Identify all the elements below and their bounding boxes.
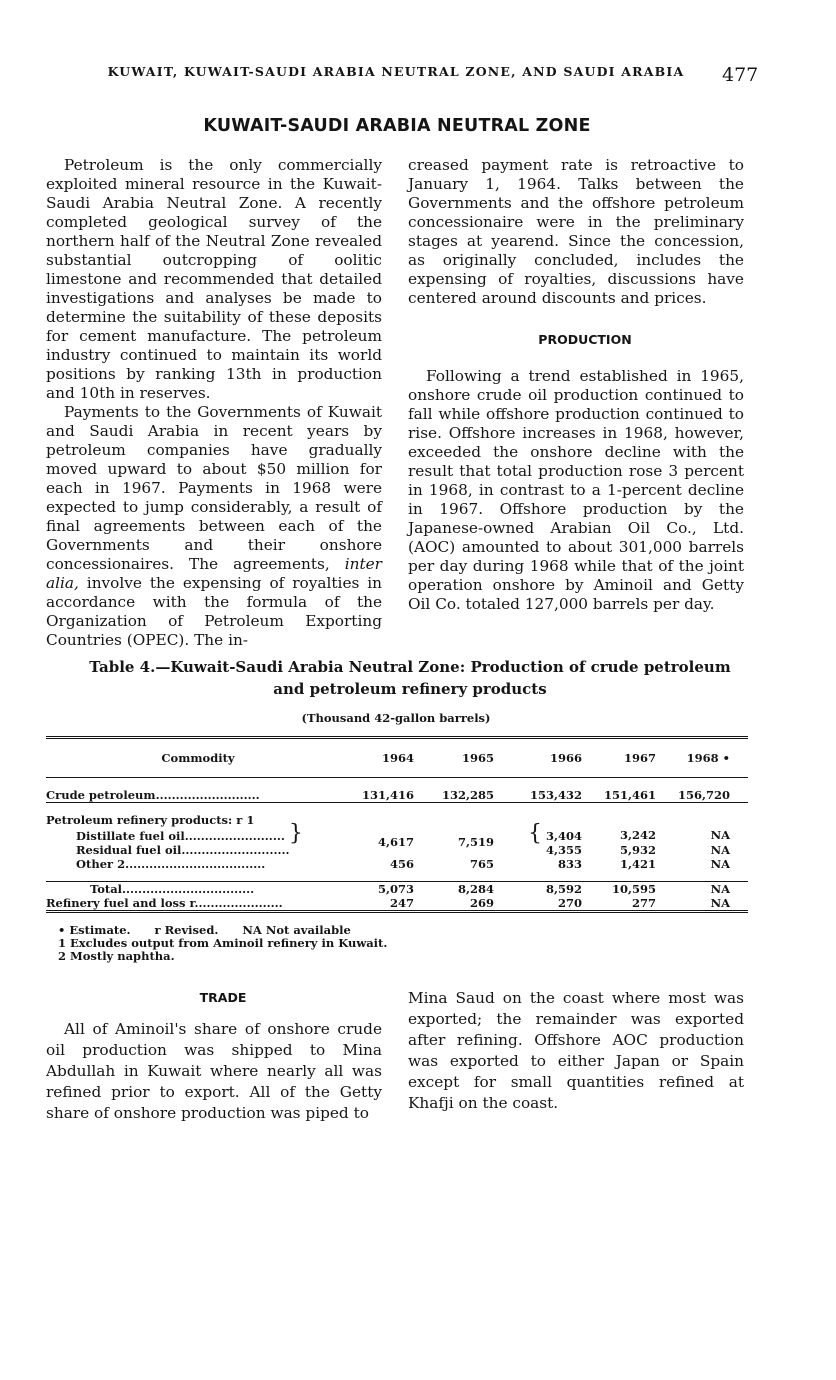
payments-italic: inter alia,	[46, 555, 382, 592]
cell-value: 3,404	[545, 829, 582, 843]
cell: 1,421	[619, 857, 656, 871]
table-row	[46, 813, 748, 827]
cell: 156,720	[677, 788, 730, 802]
row-label: Petroleum refinery products: r 1	[46, 813, 255, 827]
cell: NA	[710, 843, 730, 857]
footnote-1: 1 Excludes output from Aminoil refinery in Kuwait.	[58, 936, 388, 950]
row-label-text: Refinery fuel and loss r	[46, 896, 195, 910]
cell: 270	[512, 896, 600, 912]
header-1967: 1967	[623, 751, 656, 765]
row-label: Residual fuel oil...........................	[76, 843, 290, 857]
row-label-text: Total	[90, 882, 123, 896]
trade-heading: TRADE	[199, 990, 247, 1005]
page-number: 477	[722, 64, 759, 86]
header-1964: 1964	[381, 751, 414, 765]
brace-icon: }	[288, 821, 303, 846]
footnote-na: NA Not available	[242, 923, 351, 937]
cell: 4,355	[545, 843, 582, 857]
left-column	[46, 156, 382, 650]
cell: 277	[600, 896, 674, 912]
section-title: KUWAIT-SAUDI ARABIA NEUTRAL ZONE	[203, 116, 591, 136]
production-heading: PRODUCTION	[538, 332, 632, 347]
row-label-text: Residual fuel oil	[76, 843, 182, 857]
table-row	[46, 882, 748, 897]
cell: 151,461	[603, 788, 656, 802]
trade-paragraph: All of Aminoil's share of onshore crude oil production was shipped to Mina Abdullah in Kuwait where nearly all was refined prior to export. All of the Getty share of onshore production was piped to	[46, 1020, 382, 1122]
cell: 5,932	[619, 843, 656, 857]
header-commodity: Commodity	[161, 751, 235, 765]
row-label: Crude petroleum..........................	[46, 788, 260, 802]
table-row	[46, 857, 748, 871]
row-label: Distillate fuel oil......................... }	[76, 821, 303, 846]
cell: NA	[674, 882, 748, 897]
cell: 833	[557, 857, 582, 871]
table-title-line1: Table 4.—Kuwait-Saudi Arabia Neutral Zone: Production of crude petroleum	[89, 658, 731, 676]
cell: 153,432	[529, 788, 582, 802]
cell: 3,242	[619, 828, 656, 842]
cell: NA	[710, 857, 730, 871]
cell: NA	[674, 896, 748, 912]
trade-right-column	[408, 988, 744, 1114]
cell: 10,595	[600, 882, 674, 897]
footnote-revised: r Revised.	[154, 923, 219, 937]
table-title-line2: and petroleum refinery products	[273, 680, 547, 698]
footnote-estimate: • Estimate.	[58, 923, 131, 937]
cell: 247	[350, 896, 432, 912]
trade-continuation: Mina Saud on the coast where most was exported; the remainder was exported after refining. Offshore AOC production was exported to either Japan or Spain except for small quantities refined at Khafji on the coast.	[408, 989, 744, 1112]
production-table	[46, 736, 748, 913]
row-label-text: Distillate fuel oil	[76, 829, 185, 843]
header-1968: 1968 •	[686, 751, 730, 765]
right-column	[408, 156, 744, 614]
table-unit: (Thousand 42-gallon barrels)	[301, 711, 491, 725]
cell: 8,284	[432, 882, 512, 897]
table-row	[46, 788, 748, 803]
payments-continuation: creased payment rate is retroactive to January 1, 1964. Talks between the Governments and the offshore petroleum concessionaire were in the preliminary stages at yearend. Since the concession, as originally concluded, includes the expensing of royalties, discussions have centered around discounts and prices.	[408, 156, 744, 307]
row-label-text: Other 2	[76, 857, 126, 871]
payments-text-b: involve the expensing of royalties in accordance with the formula of the Organization of Petroleum Exporting Countries (OPEC). The in-	[46, 574, 382, 649]
cell: 269	[432, 896, 512, 912]
row-label: Refinery fuel and loss r......................	[46, 896, 350, 912]
running-head: KUWAIT, KUWAIT-SAUDI ARABIA NEUTRAL ZONE, AND SAUDI ARABIA	[107, 64, 685, 79]
cell: NA	[710, 828, 730, 842]
cell: 132,285	[441, 788, 494, 802]
table-row	[46, 896, 748, 912]
production-paragraph: Following a trend established in 1965, onshore crude oil production continued to fall while offshore production continued to rise. Offshore increases in 1968, however, exceeded the onshore decline with the result that total production rose 3 percent in 1968, in contrast to a 1-percent decline in 1967. Offshore production by the Japanese-owned Arabian Oil Co., Ltd. (AOC) amounted to about 301,000 barrels per day during 1968 while that of the joint operation onshore by Aminoil and Getty Oil Co. totaled 127,000 barrels per day.	[408, 367, 744, 613]
header-1966: 1966	[549, 751, 582, 765]
row-label-text: Crude petroleum	[46, 788, 156, 802]
payments-text-a: Payments to the Governments of Kuwait and Saudi Arabia in recent years by petroleum companies have gradually moved upward to about $50 million for each in 1967. Payments in 1968 were expected to jump considerably, a result of final agreements between each of the Governments and their onshore concessionaires. The agreements,	[46, 403, 382, 573]
footnote-2: 2 Mostly naphtha.	[58, 949, 175, 963]
intro-paragraph: Petroleum is the only commercially exploited mineral resource in the Kuwait-Saudi Arabia Neutral Zone. A recently completed geological survey of the northern half of the Neutral Zone revealed substantial outcropping of oolitic limestone and recommended that detailed investigations and analyses be made to determine the suitability of these deposits for cement manufacture. The petroleum industry continued to maintain its world positions by ranking 13th in production and 10th in reserves.	[46, 156, 382, 402]
header-1965: 1965	[461, 751, 494, 765]
row-label: Other 2...................................	[76, 857, 266, 871]
cell: 5,073	[350, 882, 432, 897]
brace-icon: {	[527, 821, 542, 846]
cell	[512, 821, 600, 846]
trade-left-column	[46, 988, 382, 1124]
cell: 765	[469, 857, 494, 871]
row-label: Total.................................	[46, 882, 350, 897]
cell: 7,519	[457, 835, 494, 849]
table-header-row	[46, 738, 748, 778]
cell: 8,592	[512, 882, 600, 897]
table-row	[46, 827, 748, 843]
cell: 4,617	[377, 835, 414, 849]
payments-paragraph	[46, 403, 382, 650]
cell: 456	[389, 857, 414, 871]
cell: 131,416	[361, 788, 414, 802]
table-footnotes	[58, 924, 387, 963]
table-title	[60, 656, 760, 700]
